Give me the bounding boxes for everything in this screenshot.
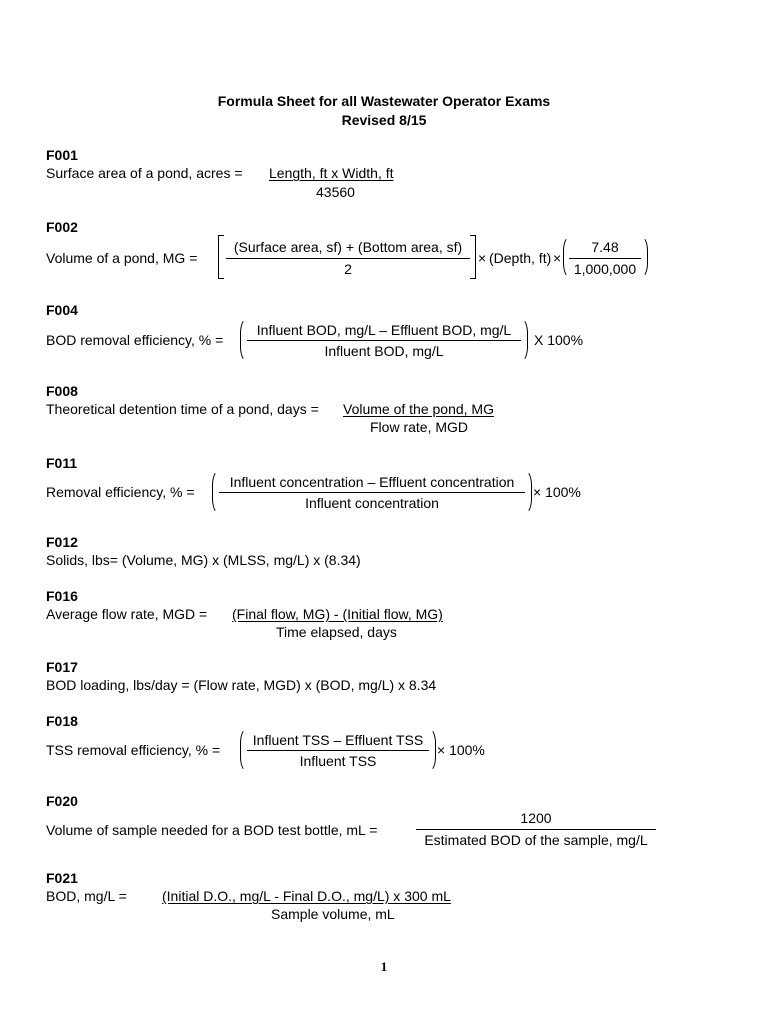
formula-code-f021: F021 xyxy=(46,870,78,886)
fraction-bar xyxy=(416,829,656,830)
formula-code-f011: F011 xyxy=(46,455,78,471)
formula-suffix-f011: × 100% xyxy=(533,484,581,500)
formula-label-f021: BOD, mg/L = xyxy=(46,888,127,904)
fraction-bar xyxy=(247,340,521,341)
formula-code-f016: F016 xyxy=(46,588,78,604)
right-paren xyxy=(525,470,532,514)
conversion-numerator: 7.48 xyxy=(591,239,619,255)
formula-denominator-f020: Estimated BOD of the sample, mg/L xyxy=(424,832,648,848)
formula-label-f008: Theoretical detention time of a pond, days = xyxy=(46,401,319,417)
fraction-bar xyxy=(219,492,525,493)
right-paren xyxy=(641,236,648,278)
fraction-bar xyxy=(226,258,470,259)
right-paren xyxy=(429,728,436,772)
formula-code-f008: F008 xyxy=(46,383,78,399)
formula-code-f020: F020 xyxy=(46,793,78,809)
left-bracket xyxy=(218,235,224,279)
formula-denominator-f018: Influent TSS xyxy=(299,753,377,769)
formula-numerator-f021: (Initial D.O., mg/L - Final D.O., mg/L) x 300 mL xyxy=(162,888,451,904)
formula-code-f017: F017 xyxy=(46,659,78,675)
left-paren xyxy=(212,470,219,514)
formula-numerator-f016: (Final flow, MG) - (Initial flow, MG) xyxy=(232,606,443,622)
formula-numerator-f001: Length, ft x Width, ft xyxy=(269,165,394,181)
formula-numerator-f004: Influent BOD, mg/L – Effluent BOD, mg/L xyxy=(256,322,512,338)
fraction-bar xyxy=(569,258,641,259)
formula-code-f012: F012 xyxy=(46,534,78,550)
sheet-revision: Revised 8/15 xyxy=(341,112,427,128)
formula-label-f001: Surface area of a pond, acres = xyxy=(46,165,243,181)
formula-numerator-f011: Influent concentration – Effluent concentration xyxy=(229,474,515,490)
left-paren xyxy=(240,728,247,772)
right-paren xyxy=(521,318,528,362)
formula-label-f011: Removal efficiency, % = xyxy=(46,484,195,500)
formula-code-f018: F018 xyxy=(46,713,78,729)
formula-denominator-f011: Influent concentration xyxy=(305,495,439,511)
formula-label-f016: Average flow rate, MGD = xyxy=(46,606,208,622)
right-bracket xyxy=(470,235,476,279)
formula-denominator-f001: 43560 xyxy=(316,184,355,200)
formula-numerator-f002: (Surface area, sf) + (Bottom area, sf) xyxy=(233,239,463,255)
formula-denominator-f016: Time elapsed, days xyxy=(276,624,397,640)
formula-denominator-f002: 2 xyxy=(344,261,352,277)
times-sign: × xyxy=(553,250,562,266)
conversion-denominator: 1,000,000 xyxy=(573,261,637,277)
formula-numerator-f018: Influent TSS – Effluent TSS xyxy=(252,732,424,748)
formula-denominator-f021: Sample volume, mL xyxy=(271,906,395,922)
formula-numerator-f020: 1200 xyxy=(520,810,552,826)
formula-numerator-f008: Volume of the pond, MG xyxy=(343,401,494,417)
sheet-title: Formula Sheet for all Wastewater Operator Exams xyxy=(217,93,551,109)
times-sign: × xyxy=(478,250,487,266)
left-paren xyxy=(240,318,247,362)
formula-label-f004: BOD removal efficiency, % = xyxy=(46,332,224,348)
formula-code-f004: F004 xyxy=(46,302,78,318)
page-number: 1 xyxy=(380,959,388,974)
depth-term: (Depth, ft) xyxy=(489,250,552,266)
fraction-bar xyxy=(247,750,429,751)
formula-code-f002: F002 xyxy=(46,219,78,235)
formula-denominator-f004: Influent BOD, mg/L xyxy=(324,343,444,359)
formula-text-f017: BOD loading, lbs/day = (Flow rate, MGD) x (BOD, mg/L) x 8.34 xyxy=(46,677,437,693)
formula-label-f018: TSS removal efficiency, % = xyxy=(46,742,221,758)
formula-label-f002: Volume of a pond, MG = xyxy=(46,250,198,266)
formula-label-f020: Volume of sample needed for a BOD test bottle, mL = xyxy=(46,822,378,838)
formula-suffix-f004: X 100% xyxy=(534,332,584,348)
formula-code-f001: F001 xyxy=(46,147,78,163)
formula-text-f012: Solids, lbs= (Volume, MG) x (MLSS, mg/L) x (8.34) xyxy=(46,552,361,568)
formula-suffix-f018: × 100% xyxy=(437,742,485,758)
formula-denominator-f008: Flow rate, MGD xyxy=(370,419,469,435)
